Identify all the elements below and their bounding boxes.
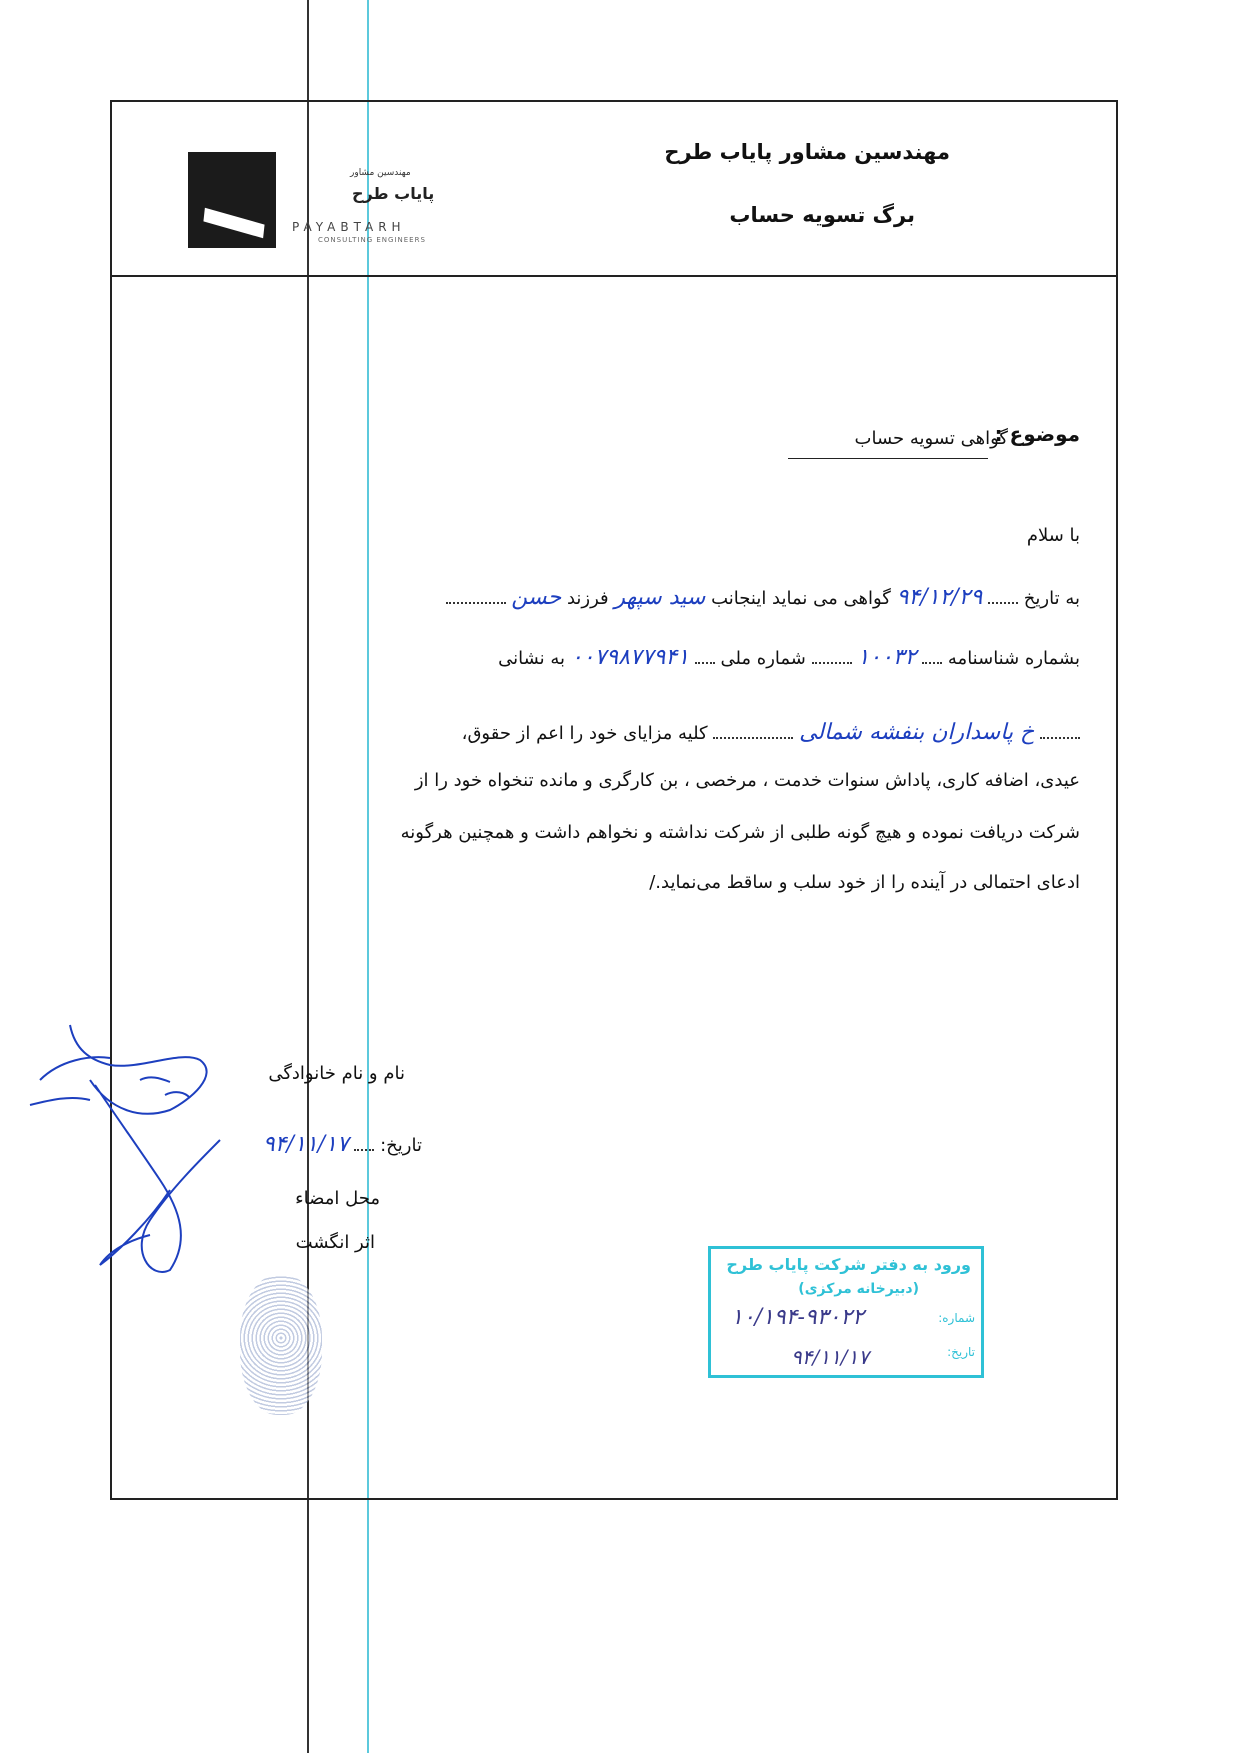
company-name: مهندسین مشاور پایاب طرح [664,140,950,164]
text-date-intro: به تاریخ [1023,588,1080,609]
signature-date-value: ۹۴/۱۱/۱۷ [262,1132,349,1157]
signature-place-label: محل امضاء [295,1188,380,1209]
greeting: با سلام [1026,525,1080,546]
handwritten-national-id: ۰۰۷۹۸۷۷۹۴۱ [570,645,689,670]
handwritten-address: خ پاسداران بنفشه شمالی [799,720,1035,745]
handwritten-signature [20,1020,250,1290]
signature-date-row [263,1132,422,1157]
logo-small-text: مهندسین مشاور [350,168,411,178]
paragraph-line-3 [462,720,1080,745]
text-address-label: به نشانی [498,648,566,669]
subject-value: گواهی تسویه حساب [854,428,1008,449]
logo-persian-name: پایاب طرح [352,184,435,203]
stamp-title: ورود به دفتر شرکت پایاب طرح [726,1255,971,1274]
handwritten-date: ۹۴/۱۲/۲۹ [896,585,983,610]
stamp-subtitle: (دبیرخانه مرکزی) [798,1281,919,1297]
text-certify: گواهی می نماید اینجانب [711,588,891,609]
header-divider [112,275,1116,277]
handwritten-name: سید سپهر [614,585,706,610]
text-child-of: فرزند [566,588,609,609]
subject-underline [788,458,988,459]
name-label: نام و نام خانوادگی [268,1063,405,1084]
logo-english-name: PAYABTARH [292,220,406,234]
paragraph-line-5: شرکت دریافت نموده و هیچ گونه طلبی از شرکت نداشته و نخواهم داشت و همچنین هرگونه [400,822,1080,843]
paragraph-line-6: ادعای احتمالی در آینده را از خود سلب و ساقط می‌نماید./ [649,872,1080,893]
paragraph-line-4: عیدی، اضافه کاری، پاداش سنوات خدمت ، مرخصی ، بن کارگری و مانده تنخواه خود را از [414,770,1080,791]
stamp-number-value: ۱۰/۱۹۴-۹۳۰۲۲ [731,1305,865,1330]
stamp-date-label: تاریخ: [947,1345,975,1359]
handwritten-id-number: ۱۰۰۳۲ [857,645,917,670]
text-national-id-label: شماره ملی [720,648,806,669]
fingerprint-image [240,1275,322,1415]
handwritten-father-name: حسن [511,585,562,610]
paragraph-line-1 [446,585,1080,610]
form-title: برگ تسویه حساب [729,203,915,227]
text-id-number-label: بشماره شناسنامه [947,648,1080,669]
company-logo-icon [188,152,276,248]
registration-stamp [708,1246,984,1378]
stamp-date-value: ۹۴/۱۱/۱۷ [791,1345,869,1369]
logo-english-sub: CONSULTING ENGINEERS [318,236,426,244]
fingerprint-label: اثر انگشت [295,1232,375,1253]
signature-date-label: تاریخ: [380,1135,422,1156]
paragraph-line-2 [498,645,1080,670]
text-benefits: کلیه مزایای خود را اعم از حقوق، [461,723,708,744]
stamp-number-label: شماره: [938,1311,975,1325]
subject-label: موضوع : [994,422,1080,446]
